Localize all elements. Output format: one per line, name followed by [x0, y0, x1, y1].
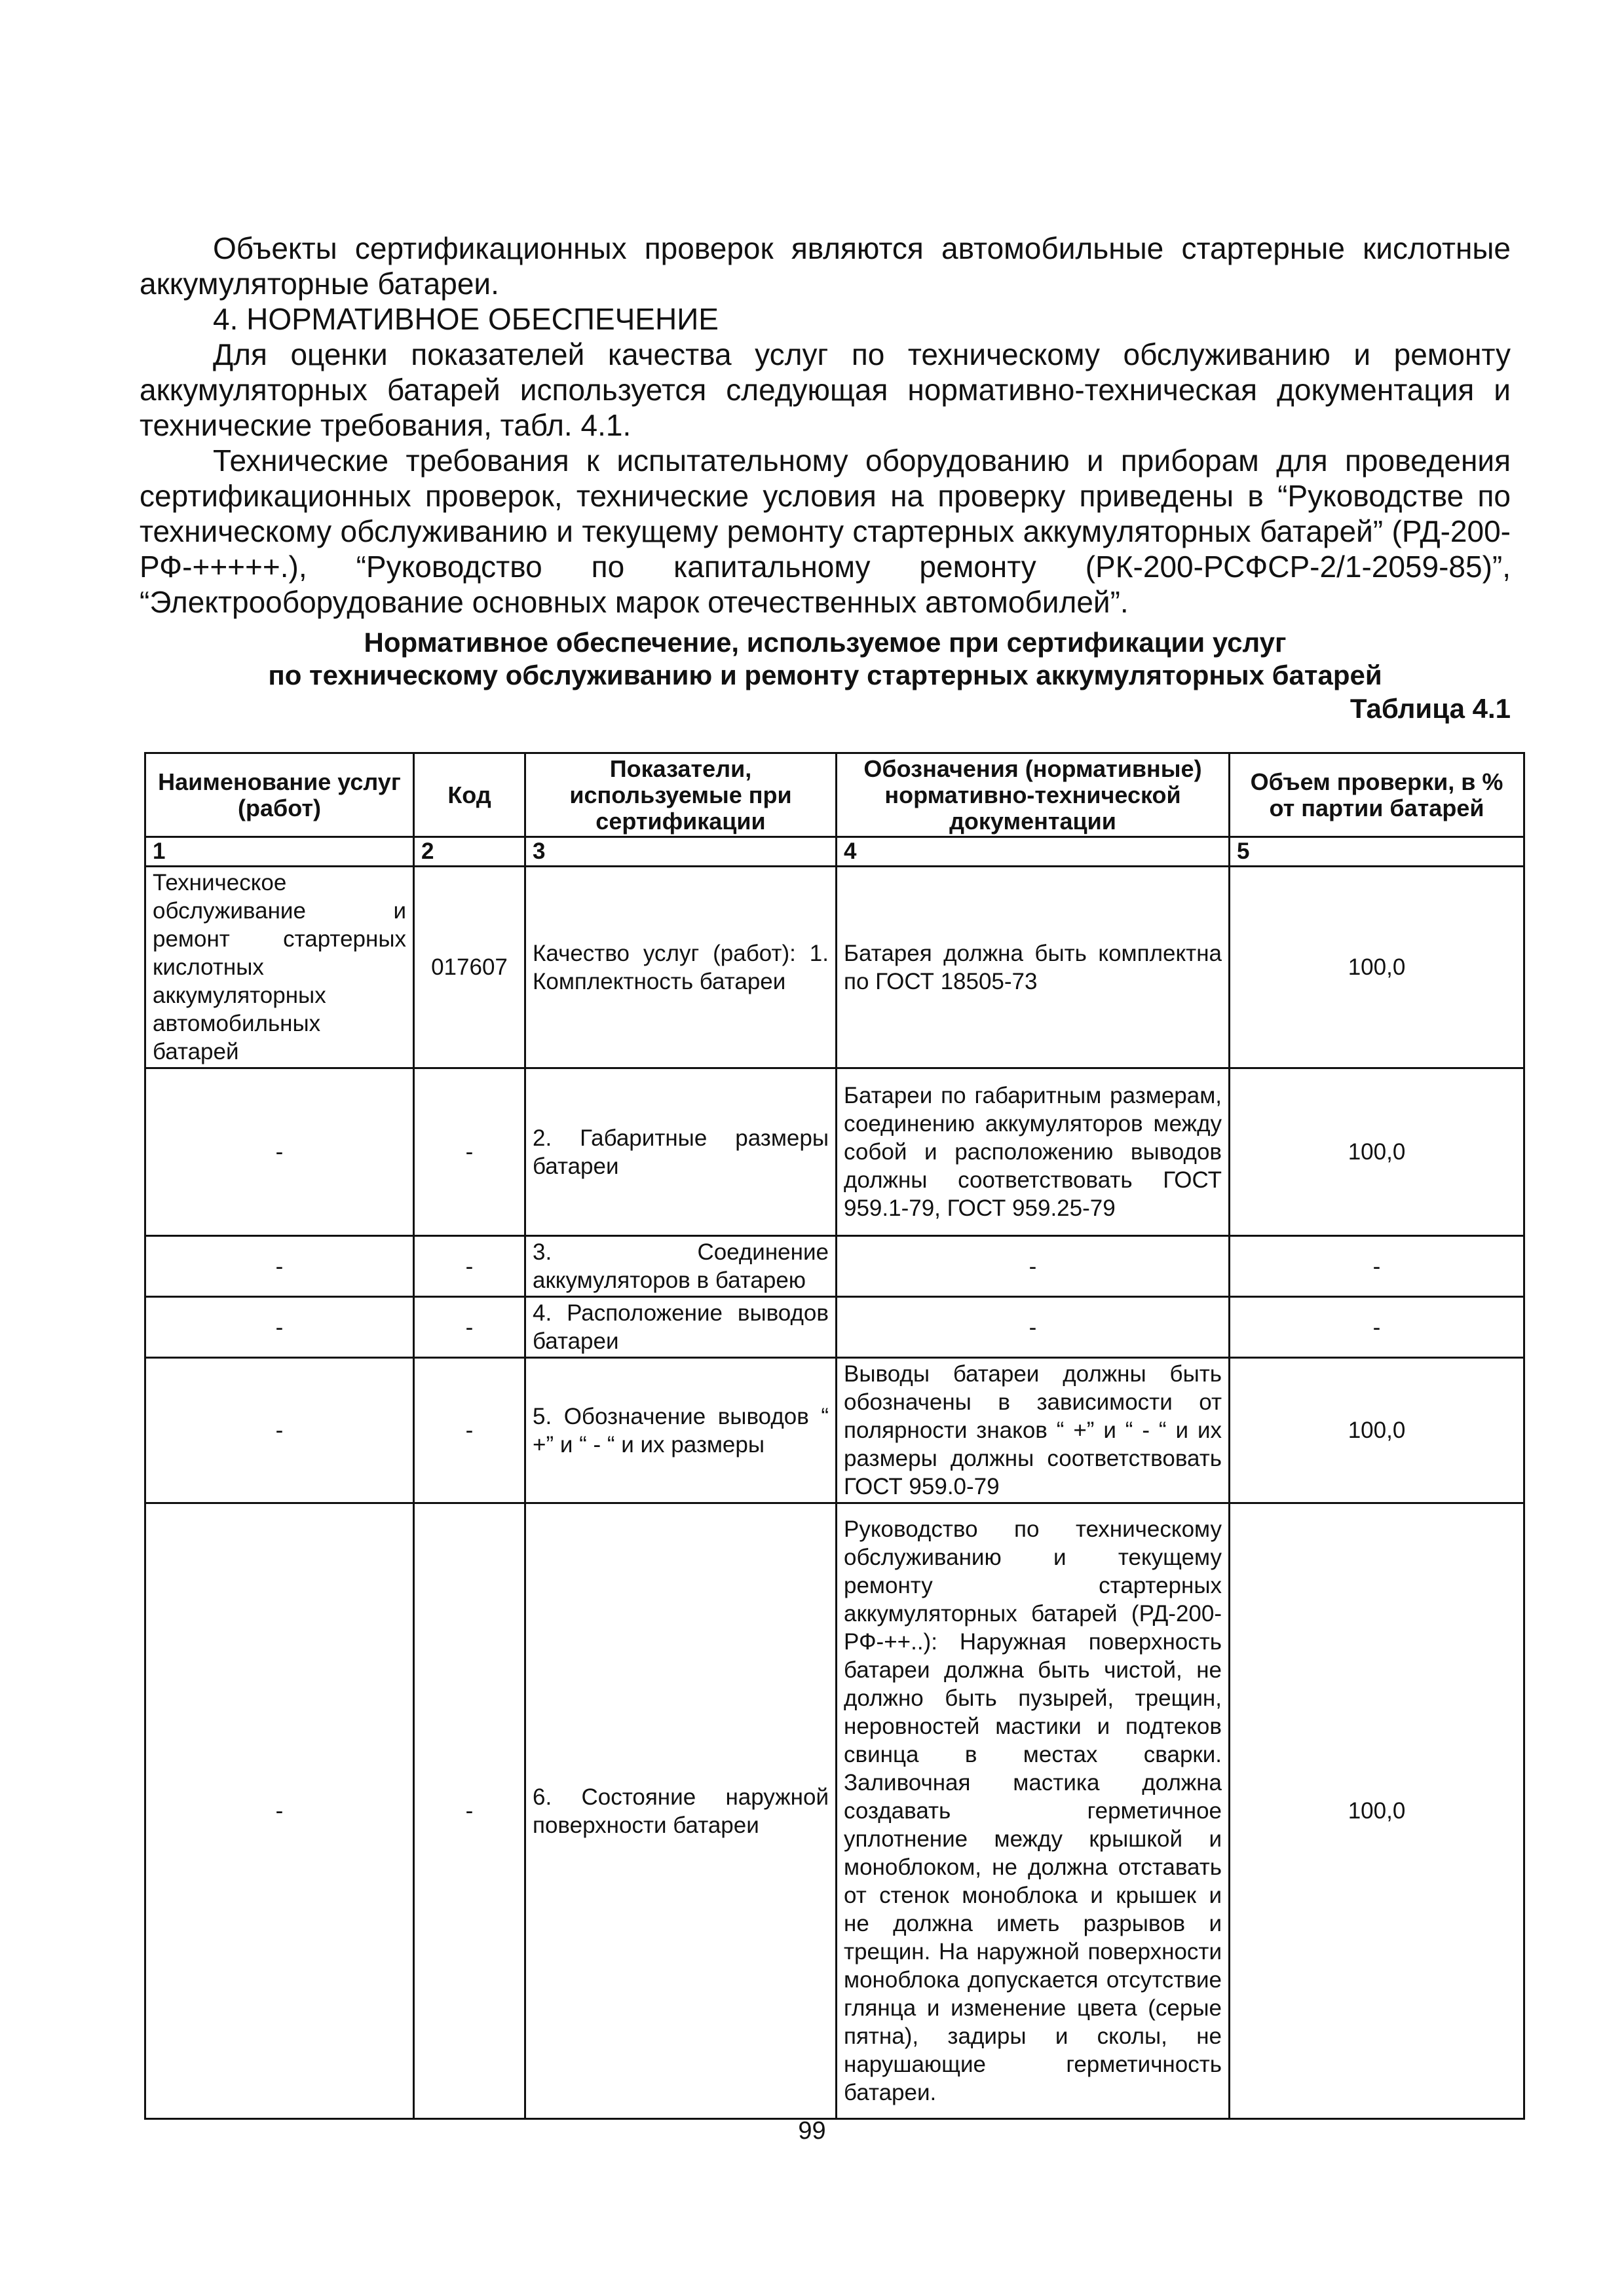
cell-code: - — [414, 1503, 525, 2119]
table-label: Таблица 4.1 — [1350, 693, 1511, 724]
header-indicators: Показатели, используемые при сертификации — [525, 753, 837, 837]
cell-service: Техническое обслуживание и ремонт стартерных кислотных аккумуляторных автомобильных батарей — [145, 867, 414, 1068]
table-row — [145, 867, 1524, 1068]
cell-indicator: 4. Расположение выводов батареи — [525, 1297, 837, 1358]
table-header-row — [145, 753, 1524, 837]
table-row — [145, 1236, 1524, 1297]
table-caption-line-1: Нормативное обеспечение, используемое при сертификации услуг — [364, 627, 1287, 658]
column-number: 5 — [1230, 837, 1524, 867]
column-number: 1 — [145, 837, 414, 867]
table-caption-line-2: по техническому обслуживанию и ремонту стартерных аккумуляторных батарей — [268, 660, 1382, 690]
cell-code: 017607 — [414, 867, 525, 1068]
cell-volume: 100,0 — [1230, 1068, 1524, 1236]
cell-docs: Батарея должна быть комплектна по ГОСТ 18505-73 — [837, 867, 1230, 1068]
cell-indicator: 5. Обозначение выводов “ +” и “ - “ и их размеры — [525, 1358, 837, 1503]
intro-paragraph-objects: Объекты сертификационных проверок являются автомобильные стартерные кислотные аккумуляторные батареи. — [140, 231, 1511, 301]
normative-table — [144, 752, 1525, 2120]
cell-volume: - — [1230, 1297, 1524, 1358]
cell-code: - — [414, 1358, 525, 1503]
cell-code: - — [414, 1068, 525, 1236]
table-caption — [140, 626, 1511, 692]
table-row — [145, 1068, 1524, 1236]
column-number-row — [145, 837, 1524, 867]
table-row — [145, 1297, 1524, 1358]
table-row — [145, 1358, 1524, 1503]
cell-service: - — [145, 1297, 414, 1358]
cell-volume: 100,0 — [1230, 867, 1524, 1068]
column-number: 3 — [525, 837, 837, 867]
cell-docs: Руководство по техническому обслуживанию и текущему ремонту стартерных аккумуляторных батарей (РД-200-РФ-++..): Наружная поверхность батареи должна быть чистой, не должно быть пузырей, трещин, неровностей мастики и подтеков свинца в местах сварки. Заливочная мастика должна создавать герметичное уплотнение между крышкой и моноблоком, не должна отставать от стенок моноблока и крышек и не должна иметь разрывов и трещин. На наружной поверхности моноблока допускается отсутствие глянца и изменение цвета (серые пятна), задиры и сколы, не нарушающие герметичность батареи. — [837, 1503, 1230, 2119]
cell-indicator: Качество услуг (работ): 1. Комплектность батареи — [525, 867, 837, 1068]
column-number: 4 — [837, 837, 1230, 867]
section-heading: 4. НОРМАТИВНОЕ ОБЕСПЕЧЕНИЕ — [213, 302, 719, 336]
cell-docs: - — [837, 1297, 1230, 1358]
header-service-name: Наименование услуг (работ) — [145, 753, 414, 837]
header-documents: Обозначения (нормативные) нормативно-технической документации — [837, 753, 1230, 837]
cell-volume: - — [1230, 1236, 1524, 1297]
cell-volume: 100,0 — [1230, 1503, 1524, 2119]
intro-paragraph-requirements: Технические требования к испытательному оборудованию и приборам для проведения сертификационных проверок, технические условия на проверку приведены в “Руководстве по техническому обслуживанию и текущему ремонту стартерных аккумуляторных батарей” (РД-200-РФ-+++++.), “Руководство по капитальному ремонту (РК-200-РСФСР-2/1-2059-85)”, “Электрооборудование основных марок отечественных автомобилей”. — [140, 443, 1511, 619]
cell-code: - — [414, 1297, 525, 1358]
cell-service: - — [145, 1358, 414, 1503]
cell-indicator: 2. Габаритные размеры батареи — [525, 1068, 837, 1236]
cell-docs: Батареи по габаритным размерам, соединению аккумуляторов между собой и расположению выводов должны соответствовать ГОСТ 959.1-79, ГОСТ 959.25-79 — [837, 1068, 1230, 1236]
cell-service: - — [145, 1068, 414, 1236]
header-check-volume: Объем проверки, в % от партии батарей — [1230, 753, 1524, 837]
header-code: Код — [414, 753, 525, 837]
cell-indicator: 6. Состояние наружной поверхности батареи — [525, 1503, 837, 2119]
intro-paragraph-evaluation: Для оценки показателей качества услуг по техническому обслуживанию и ремонту аккумуляторных батарей используется следующая нормативно-техническая документация и технические требования, табл. 4.1. — [140, 337, 1511, 442]
cell-service: - — [145, 1503, 414, 2119]
table-row — [145, 1503, 1524, 2119]
intro-section — [140, 231, 1511, 620]
cell-indicator: 3. Соединение аккумуляторов в батарею — [525, 1236, 837, 1297]
page-number: 99 — [798, 2117, 826, 2145]
cell-service: - — [145, 1236, 414, 1297]
cell-docs: - — [837, 1236, 1230, 1297]
column-number: 2 — [414, 837, 525, 867]
cell-volume: 100,0 — [1230, 1358, 1524, 1503]
cell-docs: Выводы батареи должны быть обозначены в зависимости от полярности знаков “ +” и “ - “ и их размеры должны соответствовать ГОСТ 959.0-79 — [837, 1358, 1230, 1503]
cell-code: - — [414, 1236, 525, 1297]
